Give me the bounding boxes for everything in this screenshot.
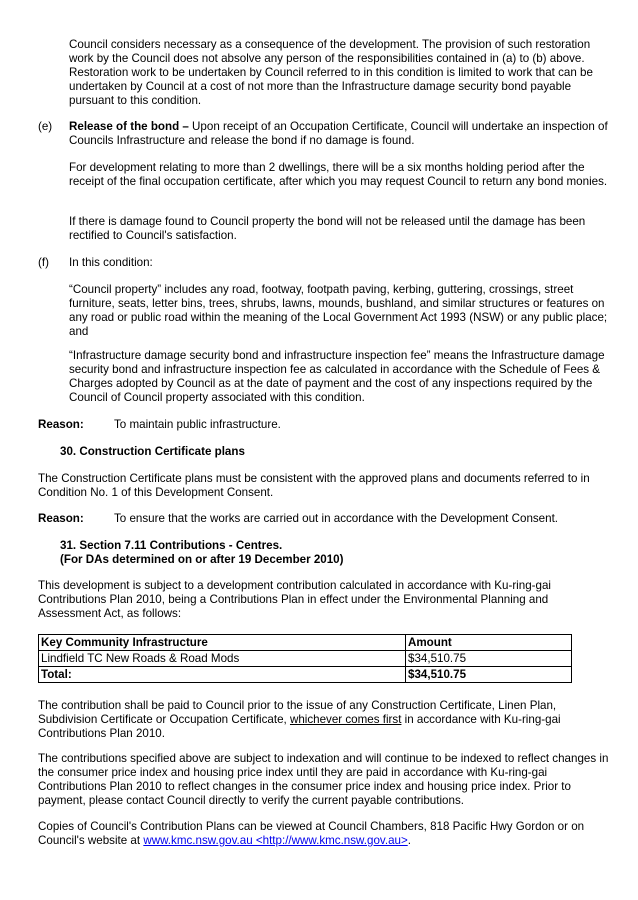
section-31-subheading: (For DAs determined on or after 19 December 2010)	[60, 553, 344, 566]
clause-e-body: Upon receipt of an Occupation Certificate, Council will undertake an inspection of Councils Infrastructure and release the bond if no damage is found.	[69, 120, 608, 147]
reason-text-2: To ensure that the works are carried out in accordance with the Development Consent.	[114, 512, 559, 525]
table-row	[39, 651, 572, 667]
whichever-comes-first: whichever comes first	[289, 713, 402, 726]
clause-e-para2: For development relating to more than 2 dwellings, there will be a six months holding period after the receipt of the final occupation certificate, after which you may request Council to return any bond monies.	[69, 161, 608, 188]
total-label-cell: Total:	[39, 667, 406, 683]
section-30-text: The Construction Certificate plans must be consistent with the approved plans and documents referred to in Condition No. 1 of this Development Consent.	[38, 472, 590, 499]
total-amount-cell: $34,510.75	[406, 667, 572, 683]
clause-f-intro: In this condition:	[69, 256, 153, 269]
row-amount-cell: $34,510.75	[406, 651, 572, 667]
clause-e-label: (e)	[38, 120, 53, 133]
continued-paragraph: Council considers necessary as a consequence of the development. The provision of such restoration work by the Council does not absolve any person of the responsibilities contained in (a) to (b) above. Restoration work to be undertaken by Council referred to in this condition is limited to work that can be undertaken by Council at a cost of not more than the Infrastructure damage security bond payable pursuant to this condition.	[69, 38, 593, 107]
row-item-cell: Lindfield TC New Roads & Road Mods	[39, 651, 406, 667]
table-total-row	[39, 667, 572, 683]
reason-label-1: Reason:	[38, 418, 84, 431]
section-31-intro: This development is subject to a development contribution calculated in accordance with Ku-ring-gai Contributions Plan 2010, being a Contributions Plan in effect under the Environmental Planning and Assessment Act, as follows:	[38, 579, 551, 620]
clause-e-text	[69, 120, 609, 148]
reason-text-1: To maintain public infrastructure.	[114, 418, 281, 431]
table-header-row	[39, 635, 572, 651]
section-31-para2: The contributions specified above are subject to indexation and will continue to be indexed to reflect changes in the consumer price index and housing price index until they are paid in accordance with Ku-ring-gai Contributions Plan 2010 to reflect changes in the consumer price index and housing price index. Prior to payment, please contact Council directly to verify the current payable contributions.	[38, 752, 609, 807]
contributions-table	[38, 634, 572, 683]
reason-label-2: Reason:	[38, 512, 84, 525]
section-31-para1: The contribution shall be paid to Council prior to the issue of any Construction Certificate, Linen Plan, Subdivision Certificate or Occupation Certificate, whichever comes first in accordance with Ku-ring-gai Contributions Plan 2010.	[38, 699, 561, 740]
clause-e-title: Release of the bond –	[69, 120, 189, 133]
section-30-heading: 30. Construction Certificate plans	[60, 445, 245, 458]
section-31-heading: 31. Section 7.11 Contributions - Centres.	[60, 539, 283, 552]
clause-e-para3: If there is damage found to Council property the bond will not be released until the damage has been rectified to Council's satisfaction.	[69, 215, 586, 242]
clause-f-label: (f)	[38, 256, 49, 269]
council-website-link[interactable]: www.kmc.nsw.gov.au <http://www.kmc.nsw.gov.au>	[143, 834, 408, 847]
clause-f-para2: “Infrastructure damage security bond and infrastructure inspection fee” means the Infrastructure damage security bond and infrastructure inspection fee as calculated in accordance with the Schedule of Fees & Charges adopted by Council as at the date of payment and the cost of any inspections required by the Council of Council property associated with this condition.	[69, 349, 605, 404]
section-31-para3: Copies of Council's Contribution Plans can be viewed at Council Chambers, 818 Pacific Hwy Gordon or on Council's website at www.kmc.nsw.gov.au <http://www.kmc.nsw.gov.au>.	[38, 820, 585, 847]
clause-f-para1: “Council property” includes any road, footway, footpath paving, kerbing, guttering, crossings, street furniture, seats, letter bins, trees, shrubs, lawns, mounds, bushland, and similar structures or features on any road or public road within the meaning of the Local Government Act 1993 (NSW) or any public place; and	[69, 283, 608, 338]
header-cell-amount: Amount	[406, 635, 572, 651]
header-cell-infrastructure: Key Community Infrastructure	[39, 635, 406, 651]
